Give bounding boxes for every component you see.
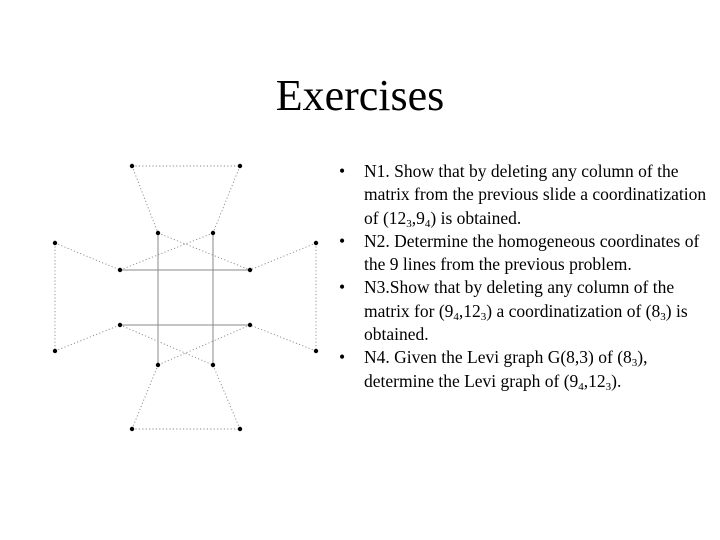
graph-vertex-o6: [314, 349, 318, 353]
graph-vertices: [53, 164, 318, 431]
exercise-n4: • N4. Given the Levi graph G(8,3) of $(8_3)$, determine the Levi graph of $(9_4,12_3)$.: [339, 347, 648, 393]
graph-vertex-o3: [53, 241, 57, 245]
graph-edge-o6-i6: [250, 325, 316, 351]
graph-edge-i5-i8: [120, 325, 213, 365]
graph-vertex-i2: [211, 231, 215, 235]
graph-vertex-i7: [156, 363, 160, 367]
exercise-list: [336, 160, 716, 393]
graph-vertex-o2: [238, 164, 242, 168]
graph-edge-o8-i8: [213, 365, 240, 429]
graph-edge-i1-i4: [158, 233, 250, 270]
graph-edge-o7-i7: [132, 365, 158, 429]
exercise-n2: • N2. Determine the homogeneous coordinates of the 9 lines from the previous problem.: [339, 230, 700, 275]
exercise-n3: • N3.Show that by deleting any column of the matrix for $(9_4,12_3)$ a coordinatization of $(8_3)$ is obtained.: [339, 277, 688, 345]
graph-vertex-i4: [248, 268, 252, 272]
graph-vertex-i8: [211, 363, 215, 367]
graph-edge-o3-i3: [55, 243, 120, 270]
graph-vertex-o7: [130, 427, 134, 431]
bullet-icon: •: [339, 161, 346, 181]
graph-vertex-o8: [238, 427, 242, 431]
bullet-icon: •: [339, 277, 346, 298]
slide-title: Exercises: [275, 71, 445, 120]
levi-graph-figure: [0, 0, 330, 540]
exercise-n1: • N1. Show that by deleting any column of the matrix from the previous slide a coordinatization of $(12_3,9_4)$ is obtained.: [339, 161, 707, 230]
graph-edge-o1-i1: [132, 166, 158, 233]
graph-vertex-i5: [118, 323, 122, 327]
graph-edge-i2-i3: [120, 233, 213, 270]
graph-edge-o5-i5: [55, 325, 120, 351]
graph-vertex-i1: [156, 231, 160, 235]
graph-vertex-o1: [130, 164, 134, 168]
graph-vertex-i6: [248, 323, 252, 327]
graph-edges: [55, 166, 316, 429]
bullet-icon: •: [339, 347, 346, 368]
graph-vertex-o4: [314, 241, 318, 245]
graph-vertex-o5: [53, 349, 57, 353]
graph-edge-i6-i7: [158, 325, 250, 365]
bullet-icon: •: [339, 230, 346, 251]
graph-vertex-i3: [118, 268, 122, 272]
graph-edge-o4-i4: [250, 243, 316, 270]
graph-edge-o2-i2: [213, 166, 240, 233]
